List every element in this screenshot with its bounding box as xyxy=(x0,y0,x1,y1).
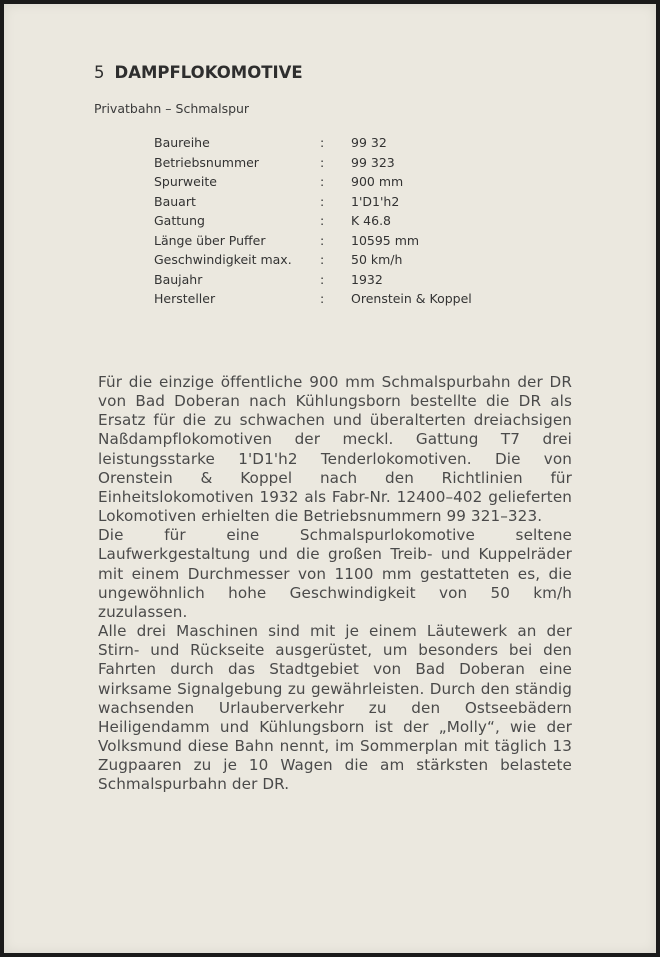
spec-value: 1'D1'h2 xyxy=(351,193,400,209)
spec-colon: : xyxy=(320,252,325,267)
spec-row xyxy=(154,291,534,311)
spec-table xyxy=(154,135,534,311)
paragraph: Die für eine Schmalspurlokomotive seltene Laufwerkgestaltung und die großen Treib- und Kuppelräder mit einem Durchmesser von 1100 mm gestatteten es, die ungewöhnlich hohe Geschwindigkeit von 50 km/h zuzulassen. xyxy=(98,526,572,621)
spec-colon: : xyxy=(320,174,325,189)
spec-row xyxy=(154,174,534,194)
spec-row xyxy=(154,213,534,233)
spec-label: Spurweite xyxy=(154,174,217,189)
spec-value: K 46.8 xyxy=(351,213,392,228)
spec-label: Baujahr xyxy=(154,271,203,287)
spec-colon: : xyxy=(320,291,325,306)
spec-value: 50 km/h xyxy=(351,252,403,267)
spec-colon: : xyxy=(320,193,325,209)
spec-value: 10595 mm xyxy=(351,232,420,248)
page-subheading: Privatbahn – Schmalspur xyxy=(94,101,250,116)
spec-value: Orenstein & Koppel xyxy=(351,291,472,306)
card-number: 5 xyxy=(94,63,105,82)
spec-row xyxy=(154,194,534,214)
spec-row xyxy=(154,135,534,155)
spec-label: Baureihe xyxy=(154,135,210,150)
paragraph: Für die einzige öffentliche 900 mm Schmalspurbahn der DR von Bad Doberan nach Kühlungsborn bestellte die DR als Ersatz für die zu schwachen und überalterten dreiachsigen Naßdampflokomotiven der meckl. Gattung T7 drei leistungsstarke 1'D1'h2 Tenderlokomotiven. Die von Orenstein & Koppel nach den Richtlinien für Einheitslokomotiven 1932 als Fabr-Nr. 12400–402 gelieferten Lokomotiven erhielten die Betriebsnummern 99 321–323. xyxy=(98,373,572,526)
spec-value: 900 mm xyxy=(351,174,404,189)
heading-title: DAMPFLOKOMOTIVE xyxy=(114,63,303,82)
spec-label: Geschwindigkeit max. xyxy=(154,252,292,267)
page-heading xyxy=(94,63,303,82)
spec-label: Betriebsnummer xyxy=(154,154,259,170)
spec-value: 1932 xyxy=(351,271,383,287)
spec-label: Länge über Puffer xyxy=(154,232,266,248)
description-text xyxy=(98,373,572,794)
paragraph: Alle drei Maschinen sind mit je einem Läutewerk an der Stirn- und Rückseite ausgerüstet, um besonders bei den Fahrten durch das Stadtgebiet von Bad Doberan eine wirksame Signalgebung zu gewährleisten. Durch den ständig wachsenden Urlauberverkehr zu den Ostseebädern Heiligendamm und Kühlungsborn ist der „Molly“, wie der Volksmund diese Bahn nennt, im Sommerplan mit täglich 13 Zugpaaren zu je 10 Wagen die am stärksten belastete Schmalspurbahn der DR. xyxy=(98,622,572,794)
spec-label: Gattung xyxy=(154,213,205,228)
spec-row xyxy=(154,272,534,292)
spec-value: 99 323 xyxy=(351,154,395,170)
spec-colon: : xyxy=(320,232,325,248)
spec-row xyxy=(154,233,534,253)
spec-value: 99 32 xyxy=(351,135,387,150)
spec-colon: : xyxy=(320,154,325,170)
spec-row xyxy=(154,155,534,175)
spec-colon: : xyxy=(320,213,325,228)
document-card xyxy=(4,4,656,953)
spec-label: Bauart xyxy=(154,193,196,209)
spec-row xyxy=(154,252,534,272)
spec-colon: : xyxy=(320,135,325,150)
spec-colon: : xyxy=(320,271,325,287)
spec-label: Hersteller xyxy=(154,291,216,306)
